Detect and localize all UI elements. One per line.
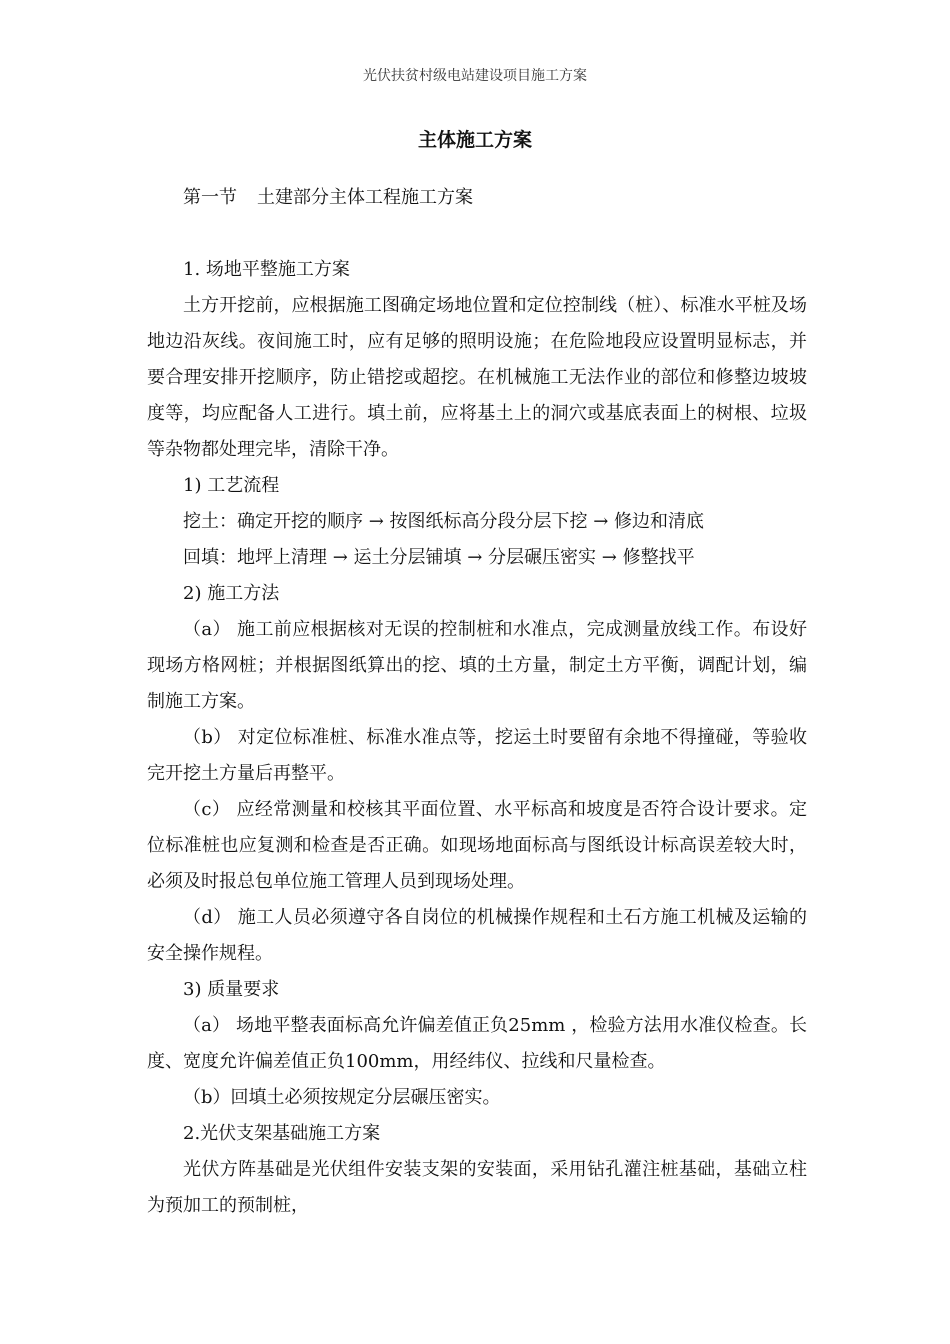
process-flow-excavation: 挖土：确定开挖的顺序 → 按图纸标高分段分层下挖 → 修边和清底 <box>183 511 705 532</box>
document-body <box>147 180 807 1224</box>
list-heading: 1) 工艺流程 <box>183 475 280 496</box>
list-item: （b）回填土必须按规定分层碾压密实。 <box>183 1087 501 1108</box>
list-item: （c） 应经常测量和校核其平面位置、水平标高和坡度是否符合设计要求。定位标准桩也应复测和检查是否正确。如现场地面标高与图纸设计标高误差较大时，必须及时报总包单位施工管理人员到现场处理。 <box>147 799 807 892</box>
list-item: （a） 场地平整表面标高允许偏差值正负25mm ，检验方法用水准仪检查。长度、宽度允许偏差值正负100mm，用经纬仪、拉线和尺量检查。 <box>147 1015 807 1072</box>
list-heading: 3) 质量要求 <box>183 979 280 1000</box>
list-item: （d） 施工人员必须遵守各自岗位的机械操作规程和土石方施工机械及运输的安全操作规程。 <box>147 907 807 964</box>
document-title: 主体施工方案 <box>417 129 532 151</box>
section-name: 土建部分主体工程施工方案 <box>257 187 473 208</box>
list-heading: 2) 施工方法 <box>183 583 280 604</box>
section-number: 第一节 <box>183 187 237 208</box>
paragraph: 光伏方阵基础是光伏组件安装支架的安装面，采用钻孔灌注桩基础，基础立柱为预加工的预制桩， <box>147 1159 807 1216</box>
subsection-heading: 2.光伏支架基础施工方案 <box>183 1123 381 1144</box>
list-item: （a） 施工前应根据核对无误的控制桩和水准点，完成测量放线工作。布设好现场方格网桩；并根据图纸算出的挖、填的土方量，制定土方平衡，调配计划，编制施工方案。 <box>147 619 807 712</box>
subsection-heading: 1. 场地平整施工方案 <box>183 259 350 280</box>
list-item: （b） 对定位标准桩、标准水准点等，挖运土时要留有余地不得撞碰，等验收完开挖土方量后再整平。 <box>147 727 807 784</box>
process-flow-backfill: 回填：地坪上清理 → 运土分层铺填 → 分层碾压密实 → 修整找平 <box>183 547 695 568</box>
page-header: 光伏扶贫村级电站建设项目施工方案 <box>363 68 587 84</box>
section-heading <box>147 180 807 216</box>
paragraph: 土方开挖前，应根据施工图确定场地位置和定位控制线（桩）、标准水平桩及场地边沿灰线。夜间施工时，应有足够的照明设施；在危险地段应设置明显标志，并要合理安排开挖顺序，防止错挖或超挖。在机械施工无法作业的部位和修整边坡坡度等，均应配备人工进行。填土前，应将基土上的洞穴或基底表面上的树根、垃圾等杂物都处理完毕，清除干净。 <box>147 295 807 460</box>
